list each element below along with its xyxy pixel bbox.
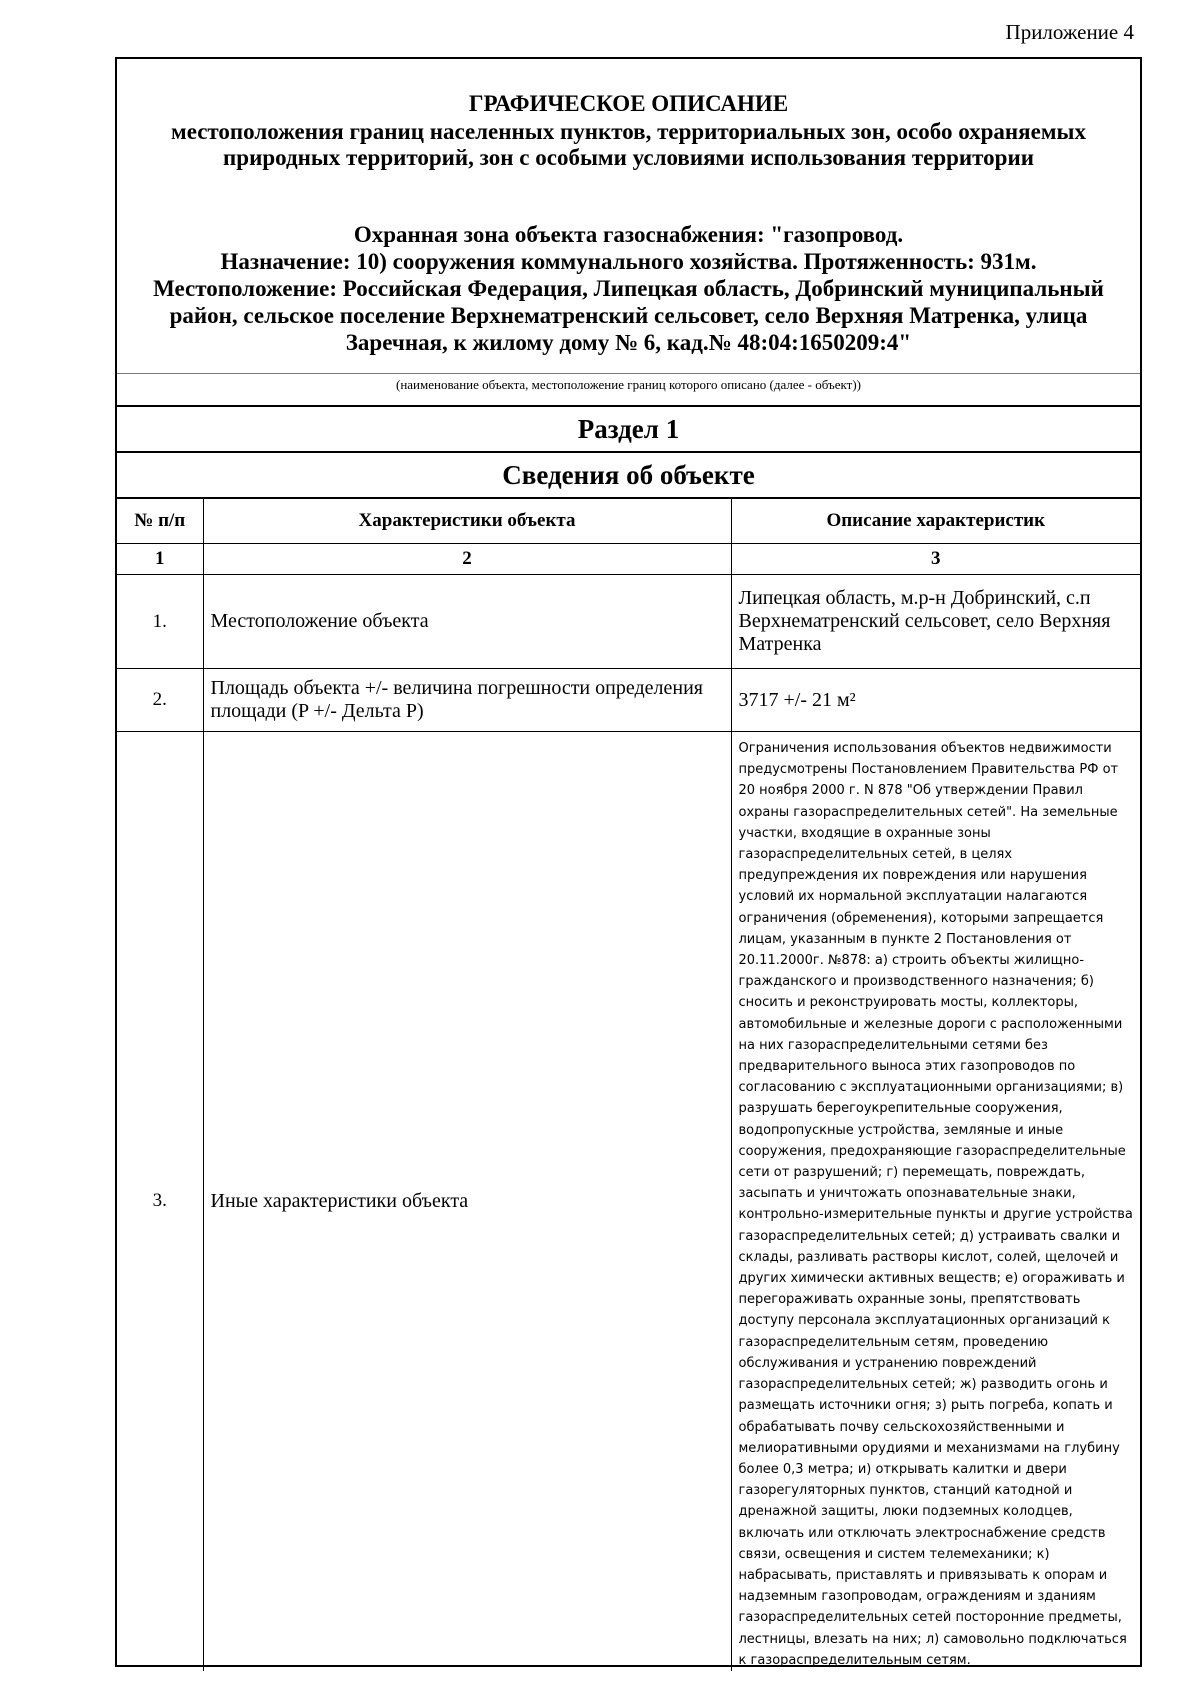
row-description: Липецкая область, м.р-н Добринский, с.п Верхнематренский сельсовет, село Верхняя Матренка	[731, 575, 1140, 669]
document-subtitle: местоположения границ населенных пунктов, территориальных зон, особо охраняемых природных территорий, зон с особыми условиями использования территории	[171, 119, 1086, 170]
row-description: 3717 +/- 21 м²	[731, 669, 1140, 732]
object-name	[127, 221, 1130, 356]
column-number-2: 2	[203, 544, 731, 575]
header-characteristic: Характеристики объекта	[203, 498, 731, 544]
section-subtitle: Сведения об объекте	[117, 451, 1140, 498]
column-number-1: 1	[117, 544, 203, 575]
document-header	[117, 59, 1140, 373]
row-description: Ограничения использования объектов недвижимости предусмотрены Постановлением Правительства РФ от 20 ноября 2000 г. N 878 "Об утверждении Правил охраны газораспределительных сетей". На земельные участки, входящие в охранные зоны газораспределительных сетей, в целях предупреждения их повреждения или нарушения условий их нормальной эксплуатации налагаются ограничения (обременения), которыми запрещается лицам, указанным в пункте 2 Постановления от 20.11.2000г. №878: а) строить объекты жилищно-гражданского и производственного назначения; б) сносить и реконструировать мосты, коллекторы, автомобильные и железные дороги с расположенными на них газораспределительными сетями без предварительного выноса этих газопроводов по согласованию с эксплуатационными организациями; в) разрушать берегоукрепительные сооружения, водопропускные устройства, земляные и иные сооружения, предохраняющие газораспределительные сети от разрушений; г) перемещать, повреждать, засыпать и уничтожать опознавательные знаки, контрольно-измерительные пункты и другие устройства газораспределительных сетей; д) устраивать свалки и склады, разливать растворы кислот, солей, щелочей и других химически активных веществ; е) огораживать и перегораживать охранные зоны, препятствовать доступу персонала эксплуатационных организаций к газораспределительным сетям, проведению обслуживания и устранению повреждений газораспределительных сетей; ж) разводить огонь и размещать источники огня; з) рыть погреба, копать и обрабатывать почву сельскохозяйственными и мелиоративными орудиями и механизмами на глубину более 0,3 метра; и) открывать калитки и двери газорегуляторных пунктов, станций катодной и дренажной защиты, люки подземных колодцев, включать или отключать электроснабжение средств связи, освещения и систем телемеханики; к) набрасывать, приставлять и привязывать к опорам и надземным газопроводам, ограждениям и зданиям газораспределительных сетей посторонние предметы, лестницы, влезать на них; л) самовольно подключаться к газораспределительным сетям.	[731, 732, 1140, 1671]
table-column-numbers-row	[117, 544, 1140, 575]
column-number-3: 3	[731, 544, 1140, 575]
section-title: Раздел 1	[117, 405, 1140, 452]
row-number: 2.	[117, 669, 203, 732]
table-header-row	[117, 498, 1140, 544]
object-line-1: Охранная зона объекта газоснабжения: "газопровод.	[353, 222, 904, 247]
appendix-label: Приложение 4	[1005, 20, 1134, 44]
object-line-3: Местоположение: Российская Федерация, Липецкая область, Добринский муниципальный район, сельское поселение Верхнематренский сельсовет, село Верхняя Матренка, улица Заречная, к жилому дому № 6, кад.№ 48:04:1650209:4"	[153, 276, 1104, 355]
table-row	[117, 575, 1140, 669]
row-characteristic: Местоположение объекта	[203, 575, 731, 669]
row-number: 3.	[117, 732, 203, 1671]
table-row	[117, 732, 1140, 1671]
document-frame	[115, 57, 1142, 1667]
document-title: ГРАФИЧЕСКОЕ ОПИСАНИЕ	[468, 91, 789, 116]
object-caption: (наименование объекта, местоположение границ которого описано (далее - объект))	[117, 373, 1140, 405]
object-info-table	[117, 497, 1140, 1671]
row-number: 1.	[117, 575, 203, 669]
header-description: Описание характеристик	[731, 498, 1140, 544]
row-characteristic: Площадь объекта +/- величина погрешности определения площади (P +/- Дельта P)	[203, 669, 731, 732]
object-line-2: Назначение: 10) сооружения коммунального хозяйства. Протяженность: 931м.	[220, 249, 1037, 274]
header-number: № п/п	[117, 498, 203, 544]
row-characteristic: Иные характеристики объекта	[203, 732, 731, 1671]
table-row	[117, 669, 1140, 732]
